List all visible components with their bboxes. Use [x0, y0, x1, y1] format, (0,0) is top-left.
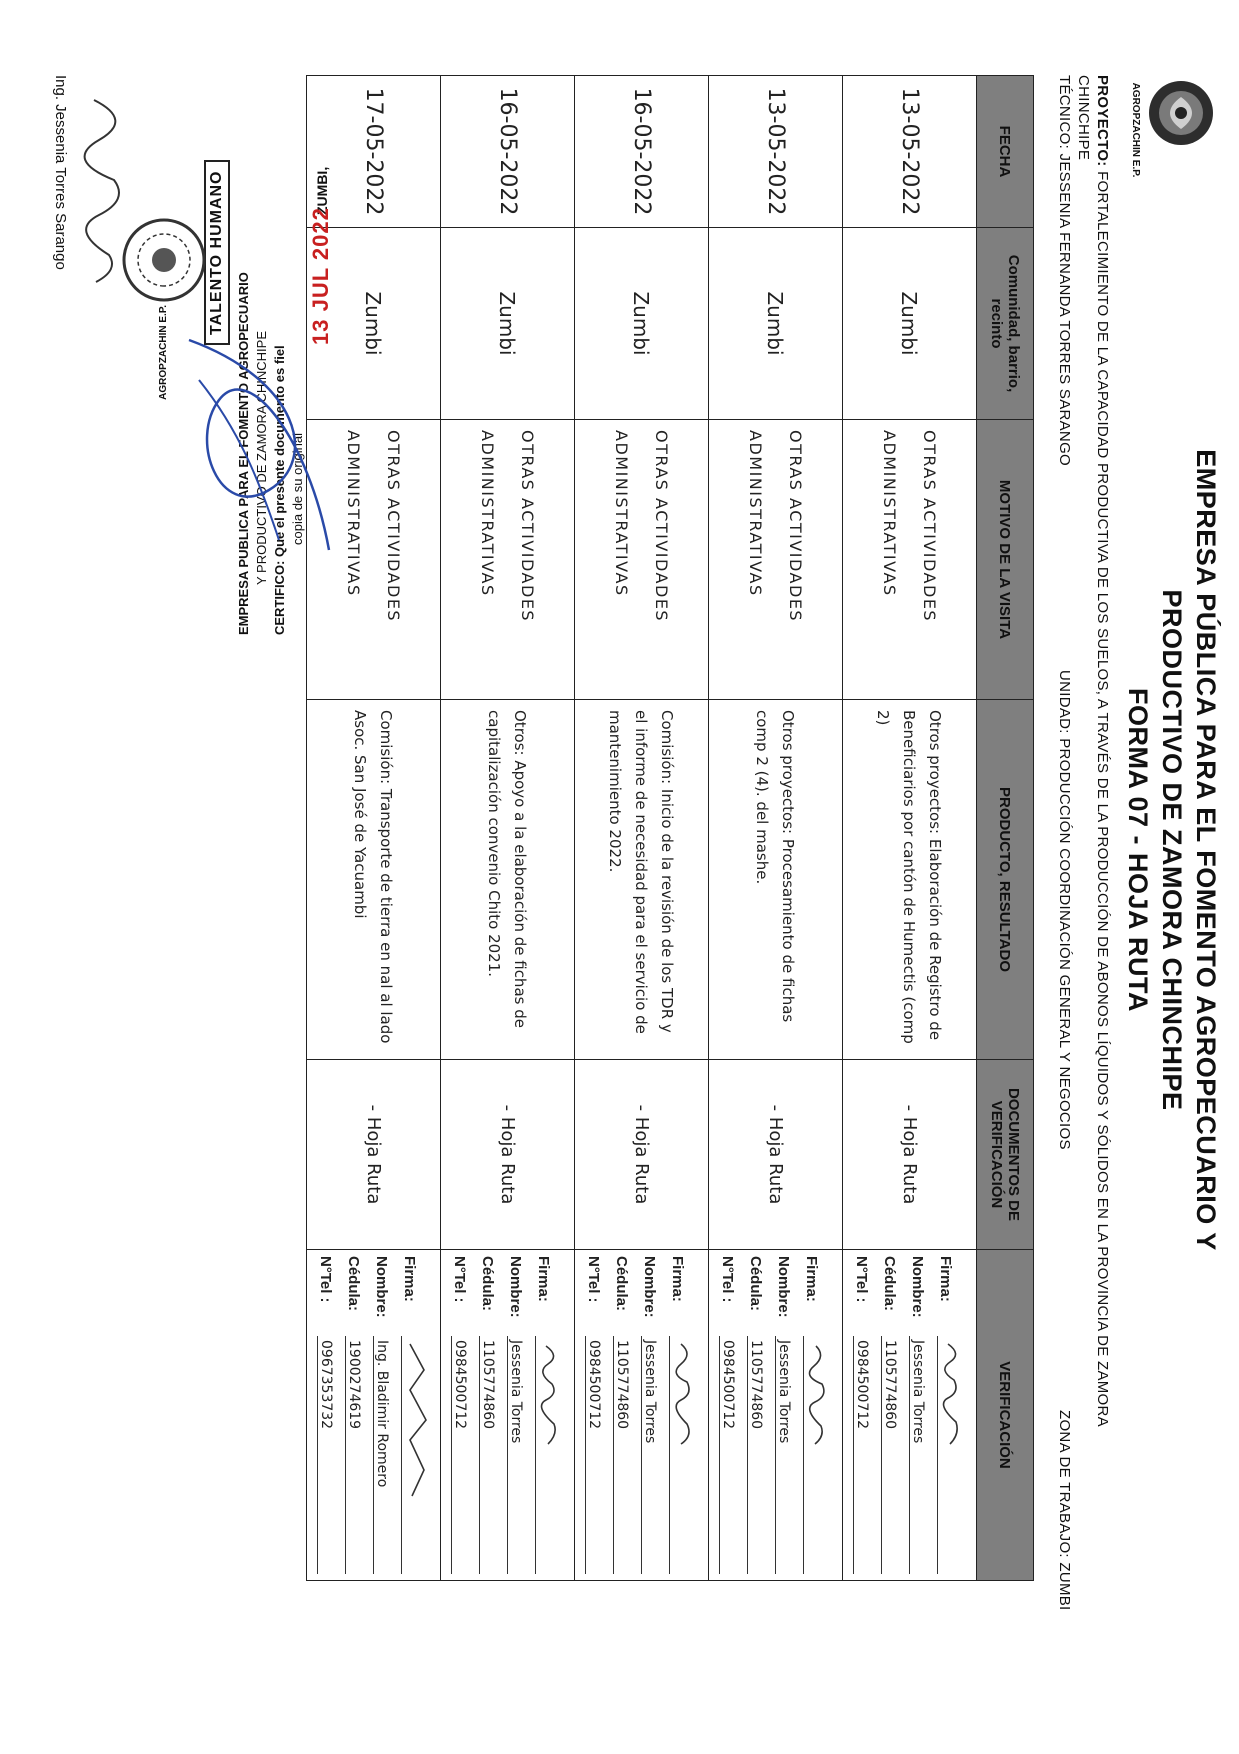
cell-documentos: - Hoja Ruta: [307, 1060, 441, 1250]
table-row: [441, 76, 575, 1581]
cell-fecha: 13-05-2022: [843, 76, 977, 228]
cell-comunidad: Zumbi: [441, 228, 575, 420]
cell-documentos: - Hoja Ruta: [709, 1060, 843, 1250]
zona-label: ZONA DE TRABAJO:: [1056, 1410, 1073, 1558]
cedula-label: Cédula:: [479, 1256, 497, 1312]
form-title: FORMA 07 - HOJA RUTA: [1123, 687, 1153, 1012]
zona-line: [1056, 1410, 1073, 1710]
cedula-value: 1105774860: [480, 1336, 497, 1574]
tecnico-value: JESSENIA FERNANDA TORRES SARANGO: [1056, 153, 1073, 467]
cell-fecha: 17-05-2022: [307, 76, 441, 228]
nombre-label: Nombre:: [373, 1256, 391, 1318]
cedula-value: 1105774860: [882, 1336, 899, 1574]
cell-fecha: 13-05-2022: [709, 76, 843, 228]
cell-fecha: 16-05-2022: [441, 76, 575, 228]
cert-line3: CERTIFICO: Que el presente documento es fiel: [272, 345, 287, 635]
tecnico-label: TÉCNICO:: [1056, 75, 1073, 150]
cell-documentos: - Hoja Ruta: [843, 1060, 977, 1250]
ink-scribble: [179, 320, 339, 560]
footer-signature-scribble: [74, 90, 144, 290]
tel-label: N°Tel :: [317, 1256, 335, 1303]
col-producto: PRODUCTO, RESULTADO: [977, 700, 1034, 1060]
title-line2: PRODUCTIVO DE ZAMORA CHINCHIPE: [1157, 589, 1187, 1111]
cell-fecha: 16-05-2022: [575, 76, 709, 228]
cell-comunidad: Zumbi: [575, 228, 709, 420]
cell-comunidad: Zumbi: [307, 228, 441, 420]
firma-label: Firma:: [535, 1256, 553, 1302]
nombre-value: Ing. Bladimir Romero: [374, 1336, 391, 1574]
col-motivo: MOTIVO DE LA VISITA: [977, 420, 1034, 700]
tel-value: 0984500712: [586, 1336, 603, 1574]
tel-label: N°Tel :: [451, 1256, 469, 1303]
cert-line1: EMPRESA PUBLICA PARA EL FOMENTO AGROPECUARIO: [236, 272, 251, 635]
cell-motivo: OTRAS ACTIVIDADES ADMINISTRATIVAS: [709, 420, 843, 700]
cert-line2: Y PRODUCTIVO DE ZAMORA CHINCHIPE: [254, 330, 269, 585]
signature-scribble: [536, 1336, 563, 1574]
route-table: [306, 75, 1034, 1581]
cell-motivo: OTRAS ACTIVIDADES ADMINISTRATIVAS: [843, 420, 977, 700]
col-verificacion: VERIFICACIÓN: [977, 1250, 1034, 1581]
unidad-line: [1056, 670, 1073, 1270]
proyecto-label: PROYECTO:: [1094, 75, 1111, 167]
cell-documentos: - Hoja Ruta: [575, 1060, 709, 1250]
nombre-value: Jessenia Torres: [508, 1336, 525, 1574]
cedula-value: 1900274619: [346, 1336, 363, 1574]
seal-agency-text: AGROPZACHIN E.P.: [158, 305, 169, 400]
signature-scribble: [938, 1336, 965, 1574]
nombre-label: Nombre:: [909, 1256, 927, 1318]
zona-value: ZUMBI: [1056, 1562, 1073, 1611]
cell-motivo: OTRAS ACTIVIDADES ADMINISTRATIVAS: [575, 420, 709, 700]
firma-label: Firma:: [669, 1256, 687, 1302]
cell-documentos: - Hoja Ruta: [441, 1060, 575, 1250]
tel-value: 0984500712: [452, 1336, 469, 1574]
cedula-label: Cédula:: [613, 1256, 631, 1312]
cell-producto: Otros proyectos: Procesamiento de fichas comp 2 (4). del mashe.: [709, 700, 843, 1060]
proyecto-line: [1094, 75, 1111, 1675]
table-row: [575, 76, 709, 1581]
nombre-value: Jessenia Torres: [910, 1336, 927, 1574]
cell-motivo: OTRAS ACTIVIDADES ADMINISTRATIVAS: [441, 420, 575, 700]
proyecto-cont: CHINCHIPE: [1075, 75, 1092, 161]
firma-label: Firma:: [401, 1256, 419, 1302]
col-documentos: DOCUMENTOS DE VERIFICACIÓN: [977, 1060, 1034, 1250]
signature-scribble: [402, 1336, 429, 1574]
cell-verificacion: [575, 1250, 709, 1581]
col-fecha: FECHA: [977, 76, 1034, 228]
cell-producto: Comisión: Transporte de tierra en nal al lado Asoc. San José de Yacuambi: [307, 700, 441, 1060]
cedula-label: Cédula:: [747, 1256, 765, 1312]
cell-comunidad: Zumbi: [843, 228, 977, 420]
tel-value: 0967353732: [318, 1336, 335, 1574]
tel-label: N°Tel :: [719, 1256, 737, 1303]
agency-logo: [1101, 75, 1221, 195]
cell-verificacion: [441, 1250, 575, 1581]
firma-label: Firma:: [937, 1256, 955, 1302]
cell-verificacion: [709, 1250, 843, 1581]
proyecto-value: FORTALECIMIENTO DE LA CAPACIDAD PRODUCTIVA DE LOS SUELOS, A TRAVÉS DE LA PRODUCCIÓN DE ABONOS LÍQUIDOS Y SÓLIDOS EN LA PROVINCIA DE ZAMORA: [1094, 171, 1111, 1427]
cedula-label: Cédula:: [345, 1256, 363, 1312]
cedula-label: Cédula:: [881, 1256, 899, 1312]
table-header-row: [977, 76, 1034, 1581]
unidad-value: PRODUCCIÓN COORDINACIÓN GENERAL Y NEGOCIOS: [1056, 738, 1073, 1150]
footer-signer: Ing. Jessenia Torres Sarango: [52, 75, 69, 270]
cell-producto: Otros: Apoyo a la elaboración de fichas de capitalización convenio Chito 2021.: [441, 700, 575, 1060]
cell-verificacion: [307, 1250, 441, 1581]
cell-motivo: OTRAS ACTIVIDADES ADMINISTRATIVAS: [307, 420, 441, 700]
nombre-label: Nombre:: [775, 1256, 793, 1318]
logo-text: AGROPZACHIN E.P.: [1130, 82, 1141, 178]
talento-humano-stamp: TALENTO HUMANO: [204, 160, 230, 345]
cedula-value: 1105774860: [614, 1336, 631, 1574]
cert-line4: copia de su original: [290, 432, 305, 545]
table-row: [709, 76, 843, 1581]
nombre-value: Jessenia Torres: [776, 1336, 793, 1574]
cell-comunidad: Zumbi: [709, 228, 843, 420]
tel-value: 0984500712: [720, 1336, 737, 1574]
nombre-label: Nombre:: [641, 1256, 659, 1318]
firma-label: Firma:: [803, 1256, 821, 1302]
title-line1: EMPRESA PÚBLICA PARA EL FOMENTO AGROPECUARIO Y: [1191, 449, 1221, 1251]
cell-producto: Comisión: Inicio de la revisión de los TDR y el informe de necesidad para el servicio de mantenimiento 2022.: [575, 700, 709, 1060]
tel-label: N°Tel :: [853, 1256, 871, 1303]
stamp-date: 13 JUL 2022: [308, 207, 333, 345]
cedula-value: 1105774860: [748, 1336, 765, 1574]
signature-scribble: [804, 1336, 831, 1574]
stamp-city: ZUMBI,: [314, 166, 330, 215]
nombre-value: Jessenia Torres: [642, 1336, 659, 1574]
tel-label: N°Tel :: [585, 1256, 603, 1303]
unidad-label: UNIDAD:: [1056, 670, 1073, 734]
col-comunidad: Comunidad, barrio, recinto: [977, 228, 1034, 420]
nombre-label: Nombre:: [507, 1256, 525, 1318]
signature-scribble: [670, 1336, 697, 1574]
cell-producto: Otros proyectos: Elaboración de Registro de Beneficiarios por cantón de Humectis (comp 2): [843, 700, 977, 1060]
cell-verificacion: [843, 1250, 977, 1581]
tel-value: 0984500712: [854, 1336, 871, 1574]
table-row: [843, 76, 977, 1581]
